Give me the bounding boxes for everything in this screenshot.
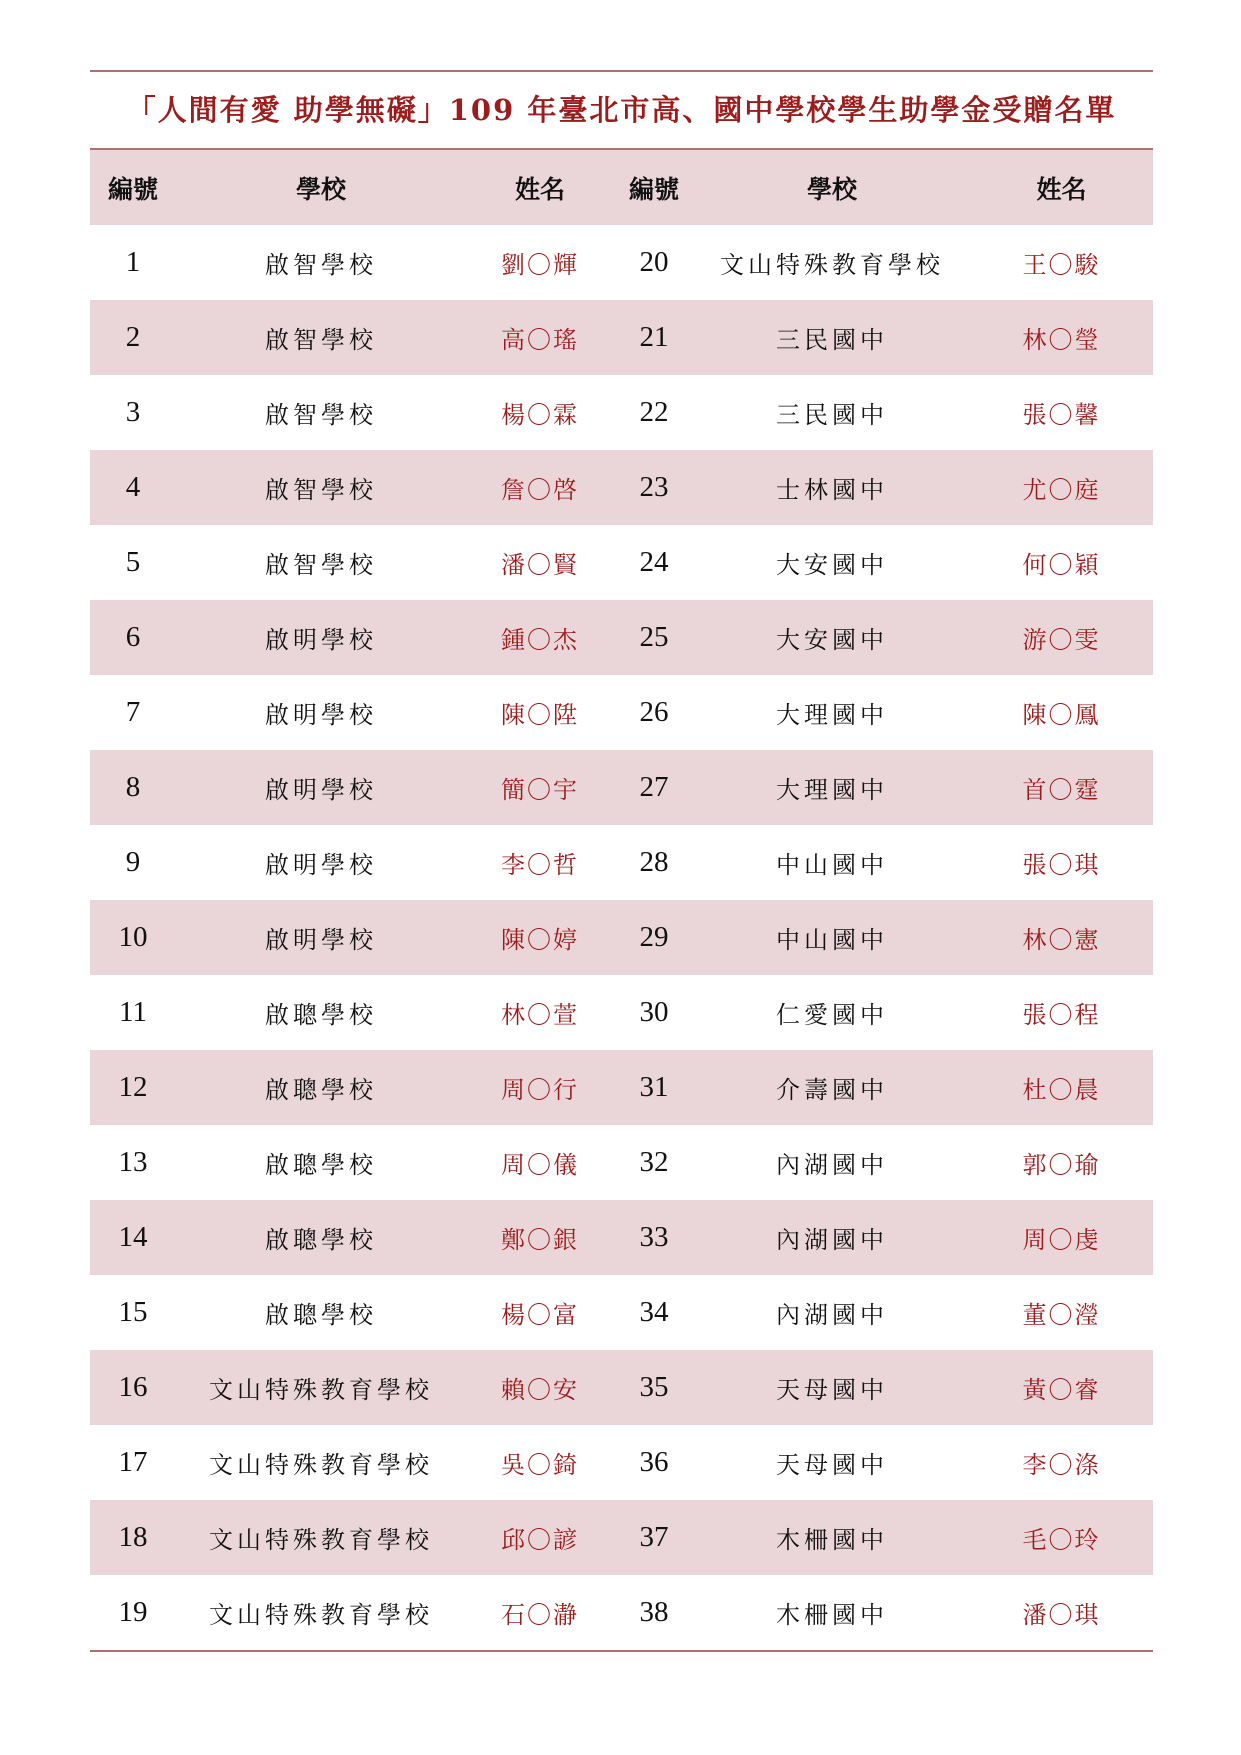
table-row	[90, 825, 1153, 900]
header-number-left: 編號	[90, 150, 176, 225]
table-header-row	[90, 150, 1153, 225]
cell-number-left: 3	[125, 396, 141, 428]
cell-number-right: 22	[639, 396, 669, 428]
cell-number-left: 7	[125, 696, 141, 728]
table-row	[90, 900, 1153, 975]
cell-school-right: 士林國中	[694, 450, 970, 525]
cell-name-right: 李〇涤	[1022, 1451, 1101, 1479]
cell-school-left: 文山特殊教育學校	[176, 1350, 466, 1425]
cell-number-right: 30	[639, 996, 669, 1028]
cell-school-left: 啟智學校	[176, 450, 466, 525]
cell-name-left: 林〇萱	[501, 1001, 579, 1029]
cell-number-left: 4	[90, 450, 176, 525]
cell-school-right: 天母國中	[776, 1451, 888, 1479]
cell-number-left: 6	[90, 600, 176, 675]
cell-name-right: 周〇虔	[970, 1200, 1153, 1275]
table-row	[90, 225, 1153, 300]
cell-school-left: 啟聰學校	[265, 1001, 377, 1029]
header-school-left: 學校	[176, 150, 466, 225]
cell-name-left: 高〇瑤	[466, 300, 614, 375]
cell-number-left: 16	[90, 1350, 176, 1425]
cell-school-left: 啟聰學校	[265, 1301, 377, 1329]
cell-number-left: 2	[90, 300, 176, 375]
cell-name-left: 李〇哲	[501, 851, 579, 879]
cell-school-right: 天母國中	[694, 1350, 970, 1425]
cell-name-right: 游〇雯	[970, 600, 1153, 675]
cell-school-right: 內湖國中	[694, 1200, 970, 1275]
cell-school-left: 啟明學校	[176, 600, 466, 675]
cell-name-right: 潘〇琪	[1022, 1601, 1101, 1629]
cell-name-left: 吳〇錡	[501, 1451, 579, 1479]
cell-number-right: 29	[614, 900, 694, 975]
cell-name-left: 周〇儀	[501, 1151, 579, 1179]
cell-number-right: 27	[614, 750, 694, 825]
cell-school-right: 中山國中	[694, 900, 970, 975]
cell-name-right: 杜〇晨	[970, 1050, 1153, 1125]
table-row	[90, 1425, 1153, 1500]
table-row	[90, 450, 1153, 525]
document-sheet	[90, 70, 1153, 1652]
cell-number-left: 14	[90, 1200, 176, 1275]
cell-school-right: 木柵國中	[694, 1500, 970, 1575]
table-row	[90, 300, 1153, 375]
cell-number-right: 20	[639, 246, 669, 278]
cell-school-right: 木柵國中	[776, 1601, 888, 1629]
cell-school-right: 大理國中	[694, 750, 970, 825]
table-row	[90, 1350, 1153, 1425]
cell-school-right: 介壽國中	[694, 1050, 970, 1125]
cell-number-left: 1	[125, 246, 141, 278]
cell-name-left: 劉〇輝	[501, 251, 579, 279]
cell-name-right: 張〇琪	[1022, 851, 1101, 879]
cell-name-right: 毛〇玲	[970, 1500, 1153, 1575]
bottom-rule	[90, 1650, 1153, 1652]
header-number-right: 編號	[614, 150, 694, 225]
table-row	[90, 1275, 1153, 1350]
cell-name-right: 黃〇睿	[970, 1350, 1153, 1425]
cell-number-left: 18	[90, 1500, 176, 1575]
cell-name-left: 楊〇霖	[501, 401, 579, 429]
cell-name-left: 詹〇啓	[466, 450, 614, 525]
header-name-left: 姓名	[466, 150, 614, 225]
cell-number-right: 32	[639, 1146, 669, 1178]
cell-number-right: 23	[614, 450, 694, 525]
cell-school-left: 啟聰學校	[176, 1200, 466, 1275]
table-body	[90, 225, 1153, 1650]
cell-number-left: 11	[119, 996, 147, 1028]
cell-school-right: 內湖國中	[776, 1301, 888, 1329]
cell-name-left: 簡〇宇	[466, 750, 614, 825]
cell-number-left: 15	[118, 1296, 148, 1328]
cell-school-left: 啟聰學校	[265, 1151, 377, 1179]
header-name-right: 姓名	[970, 150, 1153, 225]
cell-school-left: 啟智學校	[265, 401, 377, 429]
table-row	[90, 1050, 1153, 1125]
cell-name-right: 張〇程	[1022, 1001, 1101, 1029]
cell-name-left: 石〇瀞	[501, 1601, 579, 1629]
cell-name-left: 鍾〇杰	[466, 600, 614, 675]
cell-school-right: 三民國中	[694, 300, 970, 375]
cell-name-right: 何〇穎	[1022, 551, 1101, 579]
cell-name-left: 邱〇諺	[466, 1500, 614, 1575]
cell-school-right: 大安國中	[694, 600, 970, 675]
cell-name-left: 賴〇安	[466, 1350, 614, 1425]
cell-school-left: 啟明學校	[265, 701, 377, 729]
cell-school-right: 內湖國中	[776, 1151, 888, 1179]
cell-number-left: 17	[118, 1446, 148, 1478]
cell-school-left: 啟明學校	[176, 750, 466, 825]
header-school-right: 學校	[694, 150, 970, 225]
cell-school-left: 文山特殊教育學校	[176, 1500, 466, 1575]
cell-school-left: 啟明學校	[265, 851, 377, 879]
cell-school-left: 啟智學校	[265, 251, 377, 279]
cell-school-right: 文山特殊教育學校	[720, 251, 944, 279]
cell-name-right: 董〇瀅	[1022, 1301, 1101, 1329]
cell-number-right: 28	[639, 846, 669, 878]
cell-school-left: 啟聰學校	[176, 1050, 466, 1125]
cell-school-right: 中山國中	[776, 851, 888, 879]
table-row	[90, 600, 1153, 675]
table-row	[90, 1200, 1153, 1275]
cell-number-right: 37	[614, 1500, 694, 1575]
cell-number-right: 34	[639, 1296, 669, 1328]
cell-number-left: 10	[90, 900, 176, 975]
cell-name-right: 王〇駿	[1022, 251, 1101, 279]
cell-number-right: 36	[639, 1446, 669, 1478]
cell-name-right: 林〇憲	[970, 900, 1153, 975]
recipients-table	[90, 150, 1153, 1650]
document-title: 「人間有愛 助學無礙」109 年臺北市高、國中學校學生助學金受贈名單	[126, 93, 1117, 127]
table-row	[90, 975, 1153, 1050]
table-row	[90, 750, 1153, 825]
cell-number-left: 5	[125, 546, 141, 578]
cell-name-right: 張〇馨	[1022, 401, 1101, 429]
cell-number-left: 19	[118, 1596, 148, 1628]
table-row	[90, 675, 1153, 750]
cell-name-left: 陳〇陞	[501, 701, 579, 729]
cell-name-right: 林〇瑩	[970, 300, 1153, 375]
cell-school-left: 啟智學校	[176, 300, 466, 375]
cell-name-right: 首〇霆	[970, 750, 1153, 825]
table-row	[90, 1575, 1153, 1650]
cell-school-right: 仁愛國中	[776, 1001, 888, 1029]
cell-school-right: 三民國中	[776, 401, 888, 429]
cell-name-right: 郭〇瑜	[1022, 1151, 1101, 1179]
cell-name-left: 潘〇賢	[501, 551, 579, 579]
cell-number-right: 26	[639, 696, 669, 728]
cell-school-left: 文山特殊教育學校	[209, 1601, 433, 1629]
cell-name-right: 尤〇庭	[970, 450, 1153, 525]
cell-school-left: 啟智學校	[265, 551, 377, 579]
table-row	[90, 525, 1153, 600]
table-row	[90, 375, 1153, 450]
cell-number-left: 9	[125, 846, 141, 878]
cell-number-right: 35	[614, 1350, 694, 1425]
cell-number-left: 12	[90, 1050, 176, 1125]
table-row	[90, 1125, 1153, 1200]
cell-number-right: 38	[639, 1596, 669, 1628]
cell-number-right: 21	[614, 300, 694, 375]
cell-school-left: 啟明學校	[176, 900, 466, 975]
table-row	[90, 1500, 1153, 1575]
cell-number-left: 13	[118, 1146, 148, 1178]
cell-number-right: 25	[614, 600, 694, 675]
cell-number-left: 8	[90, 750, 176, 825]
cell-school-right: 大理國中	[776, 701, 888, 729]
cell-name-right: 陳〇鳳	[1022, 701, 1101, 729]
cell-name-left: 陳〇婷	[466, 900, 614, 975]
cell-name-left: 鄭〇銀	[466, 1200, 614, 1275]
cell-number-right: 31	[614, 1050, 694, 1125]
cell-number-right: 33	[614, 1200, 694, 1275]
cell-number-right: 24	[639, 546, 669, 578]
cell-name-left: 楊〇富	[501, 1301, 579, 1329]
cell-school-left: 文山特殊教育學校	[209, 1451, 433, 1479]
cell-school-right: 大安國中	[776, 551, 888, 579]
cell-name-left: 周〇行	[466, 1050, 614, 1125]
